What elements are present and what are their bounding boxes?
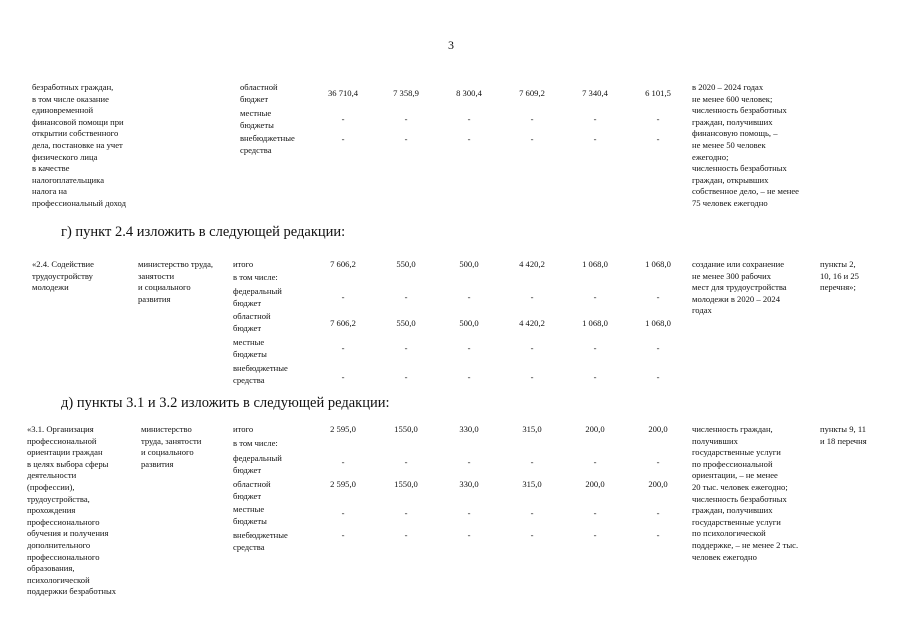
block3-r0-v1: 1550,0 (394, 424, 418, 434)
block2-executor: министерство труда, занятости и социального развития (138, 259, 214, 304)
block2-r5-v4: - (593, 372, 597, 382)
block2-r0-v2: 500,0 (459, 259, 479, 269)
block3-r2-v5: - (656, 457, 660, 467)
block3-label-1: в том числе: (233, 438, 278, 448)
block2-r5-v5: - (656, 372, 660, 382)
heading-g: г) пункт 2.4 изложить в следующей редакции: (61, 224, 346, 240)
block2-r2-v5: - (656, 292, 660, 302)
block2-r5-v0: - (341, 372, 345, 382)
block2-r5-v1: - (404, 372, 408, 382)
block3-r2-v0: - (341, 457, 345, 467)
block2-label-4: местные бюджеты (233, 337, 267, 359)
block1-r1-v3: - (530, 114, 534, 124)
block2-label-2: федеральный бюджет (233, 286, 282, 308)
block3-r3-v0: 2 595,0 (330, 479, 356, 489)
block2-r4-v0: - (341, 343, 345, 353)
block2-r0-v1: 550,0 (396, 259, 416, 269)
block3-r4-v0: - (341, 508, 345, 518)
block3-r2-v1: - (404, 457, 408, 467)
block2-r5-v3: - (530, 372, 534, 382)
block1-r2-v2: - (467, 134, 471, 144)
block2-label-0: итого (233, 259, 254, 269)
block3-r4-v1: - (404, 508, 408, 518)
block3-r2-v3: - (530, 457, 534, 467)
block1-r2-v1: - (404, 134, 408, 144)
block2-result: создание или сохранение не менее 300 рабочих мест для трудоустройства молодежи в 2020 – 2024 годах (692, 259, 787, 316)
block3-r0-v2: 330,0 (459, 424, 479, 434)
block1-r1-v2: - (467, 114, 471, 124)
block3-r0-v5: 200,0 (648, 424, 668, 434)
block3-name: «3.1. Организация профессиональной ориентации граждан в целях выбора сферы деятельности (профессии), трудоустройства, прохождения профессионального обучения и получения дополнительного профессионального образования, психологической поддержки безработных (27, 424, 117, 597)
block3-label-4: местные бюджеты (233, 504, 267, 526)
block3-r5-v3: - (530, 530, 534, 540)
block2-r0-v0: 7 606,2 (330, 259, 356, 269)
block2-r2-v2: - (467, 292, 471, 302)
block1-r0-v2: 8 300,4 (456, 88, 482, 98)
block1-r0-v4: 7 340,4 (582, 88, 608, 98)
block1-label-0: областной бюджет (240, 82, 278, 104)
block2-r4-v1: - (404, 343, 408, 353)
block1-r2-v3: - (530, 134, 534, 144)
block1-r1-v5: - (656, 114, 660, 124)
block1-r2-v5: - (656, 134, 660, 144)
block2-r2-v1: - (404, 292, 408, 302)
block3-r2-v2: - (467, 457, 471, 467)
block2-r5-v2: - (467, 372, 471, 382)
block3-r5-v4: - (593, 530, 597, 540)
block3-r5-v2: - (467, 530, 471, 540)
block1-r0-v1: 7 358,9 (393, 88, 419, 98)
block3-r0-v3: 315,0 (522, 424, 542, 434)
block2-r0-v4: 1 068,0 (582, 259, 608, 269)
block3-result: численность граждан, получивших государственные услуги по профессиональной ориентации, – не менее 20 тыс. человек ежегодно; численность безработных граждан, получивших государственные услуги по психологической поддержке, – не менее 2 тыс. человек ежегодно (692, 424, 799, 562)
block2-label-3: областной бюджет (233, 311, 271, 333)
block1-r2-v0: - (341, 134, 345, 144)
block1-r0-v5: 6 101,5 (645, 88, 671, 98)
block2-r4-v4: - (593, 343, 597, 353)
block1-label-2: внебюджетные средства (240, 133, 295, 155)
block2-r3-v1: 550,0 (396, 318, 416, 328)
block3-r0-v0: 2 595,0 (330, 424, 356, 434)
block3-r4-v5: - (656, 508, 660, 518)
heading-d: д) пункты 3.1 и 3.2 изложить в следующей редакции: (61, 395, 390, 411)
block2-r3-v5: 1 068,0 (645, 318, 671, 328)
block2-label-5: внебюджетные средства (233, 363, 288, 385)
block3-r5-v1: - (404, 530, 408, 540)
block1-label-1: местные бюджеты (240, 108, 274, 130)
block3-r3-v3: 315,0 (522, 479, 542, 489)
block2-r3-v0: 7 606,2 (330, 318, 356, 328)
block3-r3-v4: 200,0 (585, 479, 605, 489)
block3-r0-v4: 200,0 (585, 424, 605, 434)
block2-r3-v2: 500,0 (459, 318, 479, 328)
block1-r0-v0: 36 710,4 (327, 88, 359, 98)
block3-r4-v2: - (467, 508, 471, 518)
block2-r4-v3: - (530, 343, 534, 353)
block2-reference: пункты 2, 10, 16 и 25 перечня»; (820, 259, 859, 293)
block2-r4-v5: - (656, 343, 660, 353)
block1-result: в 2020 – 2024 годах не менее 600 человек; численность безработных граждан, получивших финансовую помощь, – не менее 50 человек ежегодно; численность безработных граждан, открывших собственное дело, – не менее 75 человек ежегодно (692, 82, 799, 208)
block2-r2-v4: - (593, 292, 597, 302)
block3-r3-v2: 330,0 (459, 479, 479, 489)
block1-r1-v4: - (593, 114, 597, 124)
block2-r3-v3: 4 420,2 (519, 318, 545, 328)
block3-reference: пункты 9, 11 и 18 перечня (820, 424, 867, 446)
block2-r2-v3: - (530, 292, 534, 302)
block2-r0-v3: 4 420,2 (519, 259, 545, 269)
block1-r0-v3: 7 609,2 (519, 88, 545, 98)
block3-r3-v5: 200,0 (648, 479, 668, 489)
block1-r1-v1: - (404, 114, 408, 124)
block3-label-2: федеральный бюджет (233, 453, 282, 475)
block3-label-3: областной бюджет (233, 479, 271, 501)
block2-r0-v5: 1 068,0 (645, 259, 671, 269)
block3-r2-v4: - (593, 457, 597, 467)
block2-name: «2.4. Содействие трудоустройству молодежи (32, 259, 94, 293)
block3-executor: министерство труда, занятости и социального развития (141, 424, 202, 469)
block3-r4-v3: - (530, 508, 534, 518)
block3-r4-v4: - (593, 508, 597, 518)
block3-r3-v1: 1550,0 (394, 479, 418, 489)
block2-r3-v4: 1 068,0 (582, 318, 608, 328)
block1-name: безработных граждан, в том числе оказание единовременной финансовой помощи при открытии собственного дела, постановке на учет физического лица в качестве налогоплательщика налога на профессиональный доход (32, 82, 126, 208)
block1-r2-v4: - (593, 134, 597, 144)
block2-r2-v0: - (341, 292, 345, 302)
block1-r1-v0: - (341, 114, 345, 124)
block3-label-0: итого (233, 424, 254, 434)
block3-r5-v0: - (341, 530, 345, 540)
block2-r4-v2: - (467, 343, 471, 353)
block2-label-1: в том числе: (233, 272, 278, 282)
block3-label-5: внебюджетные средства (233, 530, 288, 552)
block3-r5-v5: - (656, 530, 660, 540)
page-number: 3 (448, 38, 454, 52)
